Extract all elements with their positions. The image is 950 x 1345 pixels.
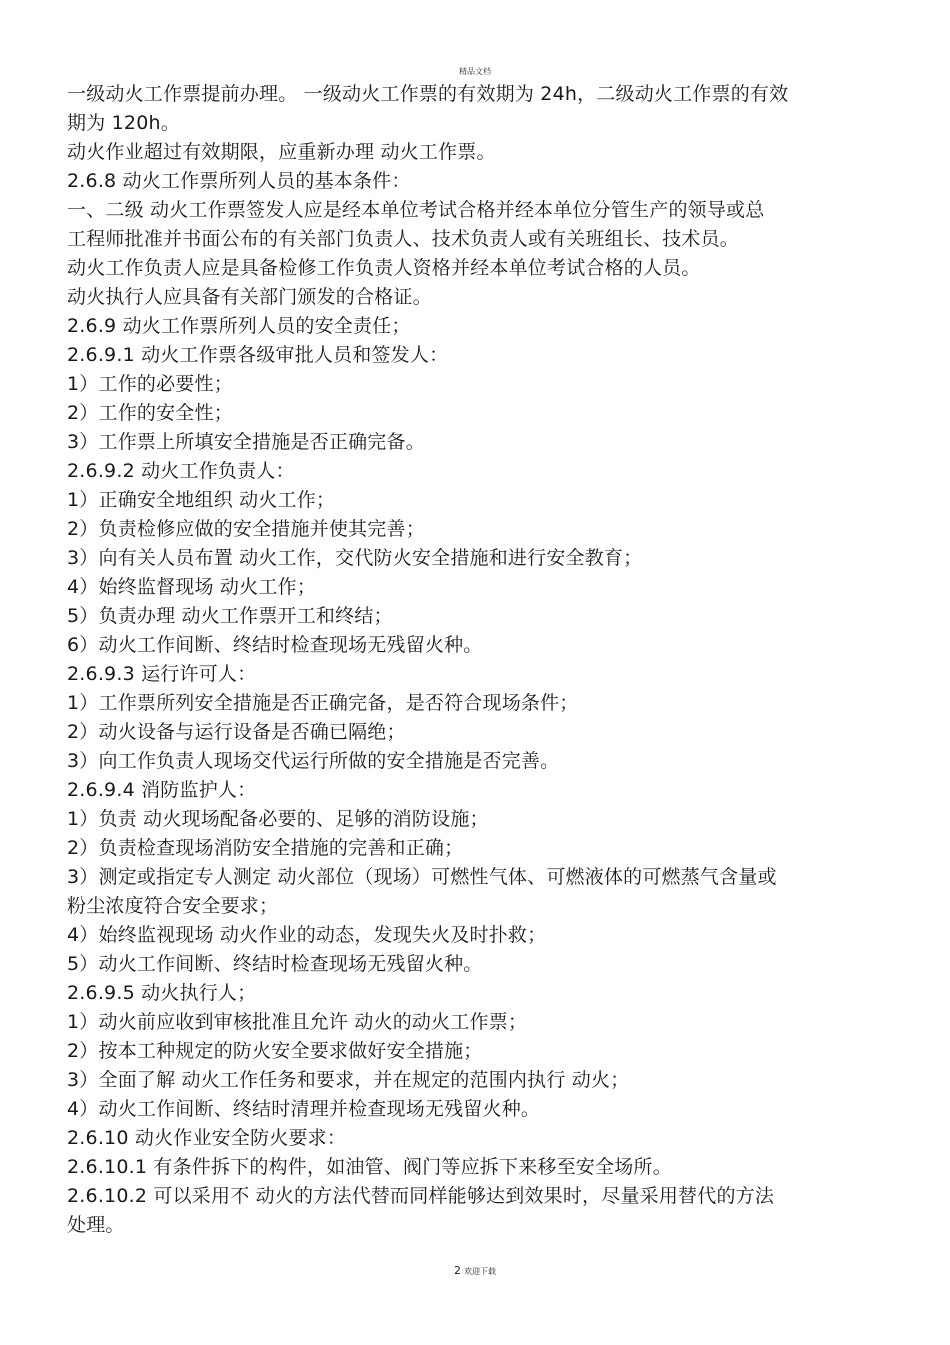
text-line: 3）测定或指定专人测定 动火部位（现场）可燃性气体、可燃液体的可燃蒸气含量或 <box>67 866 777 888</box>
text-line: 4）始终监视现场 动火作业的动态，发现失火及时扑救； <box>67 924 547 946</box>
text-line: 2.6.10 动火作业安全防火要求： <box>67 1127 347 1149</box>
text-line: 2.6.9.5 动火执行人； <box>67 982 257 1004</box>
page-footer <box>0 1259 950 1278</box>
text-line: 1）正确安全地组织 动火工作； <box>67 489 336 511</box>
text-line: 2.6.9.3 运行许可人： <box>67 663 257 685</box>
text-line: 粉尘浓度符合安全要求； <box>67 895 279 917</box>
text-line: 2.6.9.4 消防监护人： <box>67 779 257 801</box>
text-line: 2）负责检查现场消防安全措施的完善和正确； <box>67 837 464 859</box>
text-line: 2.6.9 动火工作票所列人员的安全责任； <box>67 315 411 337</box>
text-line: 4）始终监督现场 动火工作； <box>67 576 316 598</box>
text-line: 2）动火设备与运行设备是否确已隔绝； <box>67 721 406 743</box>
page-number: 2 <box>454 1264 461 1277</box>
text-line: 6）动火工作间断、终结时检查现场无残留火种。 <box>67 634 483 656</box>
text-line: 3）向工作负责人现场交代运行所做的安全措施是否完善。 <box>67 750 560 772</box>
text-line: 2.6.10.2 可以采用不 动火的方法代替而同样能够达到效果时，尽量采用替代的方法 <box>67 1185 775 1207</box>
text-line: 2.6.9.2 动火工作负责人： <box>67 460 295 482</box>
document-body <box>67 80 887 1240</box>
text-line: 3）工作票上所填安全措施是否正确完备。 <box>67 431 425 453</box>
text-line: 5）动火工作间断、终结时检查现场无残留火种。 <box>67 953 483 975</box>
text-line: 一级动火工作票提前办理。 一级动火工作票的有效期为 24h，二级动火工作票的有效 <box>67 83 789 105</box>
text-line: 3）全面了解 动火工作任务和要求，并在规定的范围内执行 动火； <box>67 1069 630 1091</box>
text-line: 1）负责 动火现场配备必要的、足够的消防设施； <box>67 808 489 830</box>
text-line: 5）负责办理 动火工作票开工和终结； <box>67 605 393 627</box>
text-line: 1）工作的必要性； <box>67 373 233 395</box>
text-line: 处理。 <box>67 1214 125 1236</box>
text-line: 动火工作负责人应是具备检修工作负责人资格并经本单位考试合格的人员。 <box>67 257 701 279</box>
text-line: 4）动火工作间断、终结时清理并检查现场无残留火种。 <box>67 1098 541 1120</box>
text-line: 2）按本工种规定的防火安全要求做好安全措施； <box>67 1040 483 1062</box>
text-line: 1）动火前应收到审核批准且允许 动火的动火工作票； <box>67 1011 528 1033</box>
text-line: 期为 120h。 <box>67 112 180 134</box>
text-line: 2）负责检修应做的安全措施并使其完善； <box>67 518 425 540</box>
text-line: 2.6.9.1 动火工作票各级审批人员和签发人： <box>67 344 449 366</box>
text-line: 工程师批准并书面公布的有关部门负责人、技术负责人或有关班组长、技术员。 <box>67 228 740 250</box>
text-line: 2）工作的安全性； <box>67 402 233 424</box>
footer-text: 欢迎下载 <box>464 1267 496 1276</box>
text-line: 3）向有关人员布置 动火工作，交代防火安全措施和进行安全教育； <box>67 547 643 569</box>
text-line: 一、二级 动火工作票签发人应是经本单位考试合格并经本单位分管生产的领导或总 <box>67 199 765 221</box>
text-line: 2.6.10.1 有条件拆下的构件，如油管、阀门等应拆下来移至安全场所。 <box>67 1156 672 1178</box>
text-line: 2.6.8 动火工作票所列人员的基本条件： <box>67 170 411 192</box>
text-line: 1）工作票所列安全措施是否正确完备，是否符合现场条件； <box>67 692 579 714</box>
text-line: 动火执行人应具备有关部门颁发的合格证。 <box>67 286 432 308</box>
text-line: 动火作业超过有效期限，应重新办理 动火工作票。 <box>67 141 496 163</box>
page-header: 精品文档 <box>459 67 491 76</box>
